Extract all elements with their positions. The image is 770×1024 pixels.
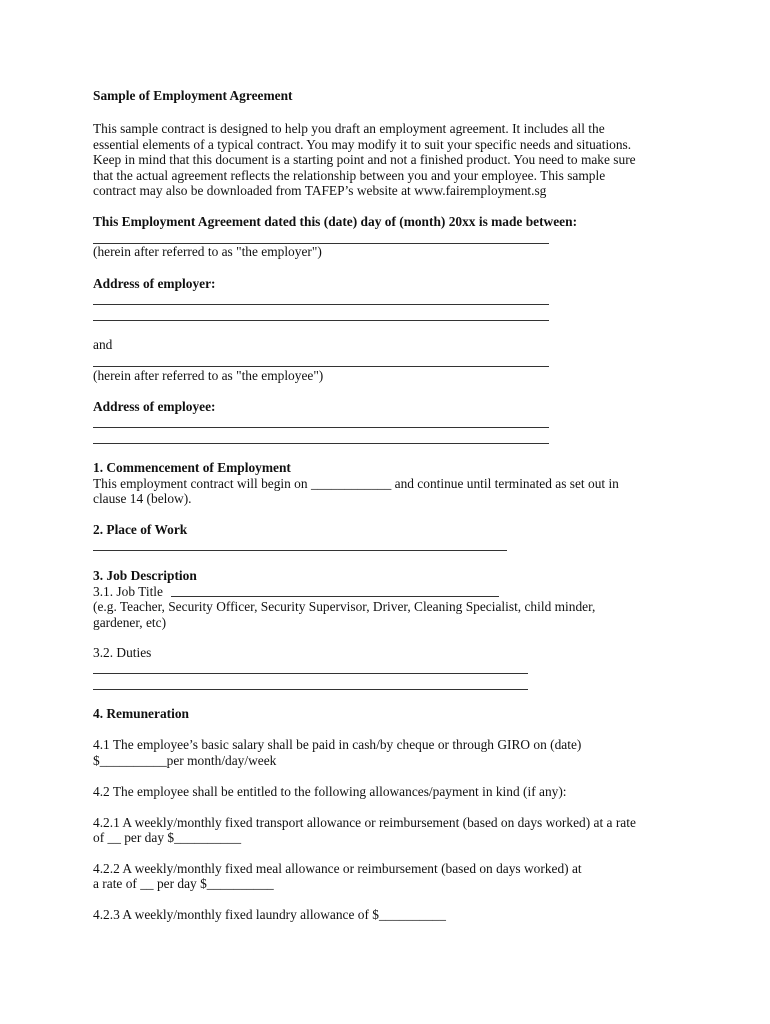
clause-4-2-1-line-2: of __ per day $__________ xyxy=(93,830,242,845)
employer-address-line-2[interactable] xyxy=(93,320,549,321)
agreement-heading: This Employment Agreement dated this (date) day of (month) 20xx is made between: xyxy=(93,214,578,229)
clause-4-2-1-line-1: 4.2.1 A weekly/monthly fixed transport allowance or reimbursement (based on days worked) at a rate xyxy=(93,814,636,830)
document-title: Sample of Employment Agreement xyxy=(93,88,293,103)
and-text: and xyxy=(93,337,113,352)
job-title-label: 3.1. Job Title xyxy=(93,583,163,599)
clause-4-2-3: 4.2.3 A weekly/monthly fixed laundry allowance of $__________ xyxy=(93,906,446,922)
duties-line-2[interactable] xyxy=(93,689,528,690)
section-1-line-1 xyxy=(93,476,619,491)
intro-line-4: that the actual agreement reflects the relationship between you and your employee. This sample xyxy=(93,167,606,183)
duties-line-1[interactable] xyxy=(93,673,528,674)
intro-line-2: essential elements of a typical contract. You may modify it to suit your specific needs and situations. xyxy=(93,136,632,152)
section-1-heading: 1. Commencement of Employment xyxy=(93,460,291,475)
section-1-text-b: and continue until terminated as set out in xyxy=(391,475,619,491)
intro-line-1: This sample contract is designed to help you draft an employment agreement. It includes all the xyxy=(93,121,605,136)
duties-label: 3.2. Duties xyxy=(93,645,152,660)
job-title-line[interactable] xyxy=(171,596,499,597)
section-1-text-a: This employment contract will begin on xyxy=(93,475,311,491)
clause-4-1-line-1: 4.1 The employee’s basic salary shall be paid in cash/by cheque or through GIRO on (date) xyxy=(93,737,582,752)
employee-reference: (herein after referred to as "the employee") xyxy=(93,368,324,383)
section-2-heading: 2. Place of Work xyxy=(93,522,188,537)
clause-4-2-2-line-1: 4.2.2 A weekly/monthly fixed meal allowance or reimbursement (based on days worked) at xyxy=(93,860,582,876)
clause-4-1-line-2: $__________per month/day/week xyxy=(93,752,277,768)
section-1-line-2: clause 14 (below). xyxy=(93,491,192,506)
section-3-heading: 3. Job Description xyxy=(93,568,197,583)
address-employer-label: Address of employer: xyxy=(93,276,216,291)
intro-line-5: contract may also be downloaded from TAFEP’s website at www.fairemployment.sg xyxy=(93,183,547,198)
place-of-work-line[interactable] xyxy=(93,550,507,551)
employee-name-line[interactable] xyxy=(93,366,549,367)
employee-address-line-2[interactable] xyxy=(93,443,549,444)
job-examples-line-1: (e.g. Teacher, Security Officer, Security Supervisor, Driver, Cleaning Specialist, child minder, xyxy=(93,599,596,614)
section-4-heading: 4. Remuneration xyxy=(93,706,189,721)
clause-4-2-2-line-2: a rate of __ per day $__________ xyxy=(93,876,274,891)
employer-reference: (herein after referred to as "the employer") xyxy=(93,244,322,259)
address-employee-label: Address of employee: xyxy=(93,399,216,414)
employee-address-line-1[interactable] xyxy=(93,427,549,428)
commencement-date-blank[interactable]: ____________ xyxy=(310,475,392,491)
job-examples-line-2: gardener, etc) xyxy=(93,614,167,630)
employer-address-line-1[interactable] xyxy=(93,304,549,305)
clause-4-2: 4.2 The employee shall be entitled to the following allowances/payment in kind (if any): xyxy=(93,783,567,799)
intro-line-3: Keep in mind that this document is a starting point and not a finished product. You need to make sure xyxy=(93,152,636,167)
